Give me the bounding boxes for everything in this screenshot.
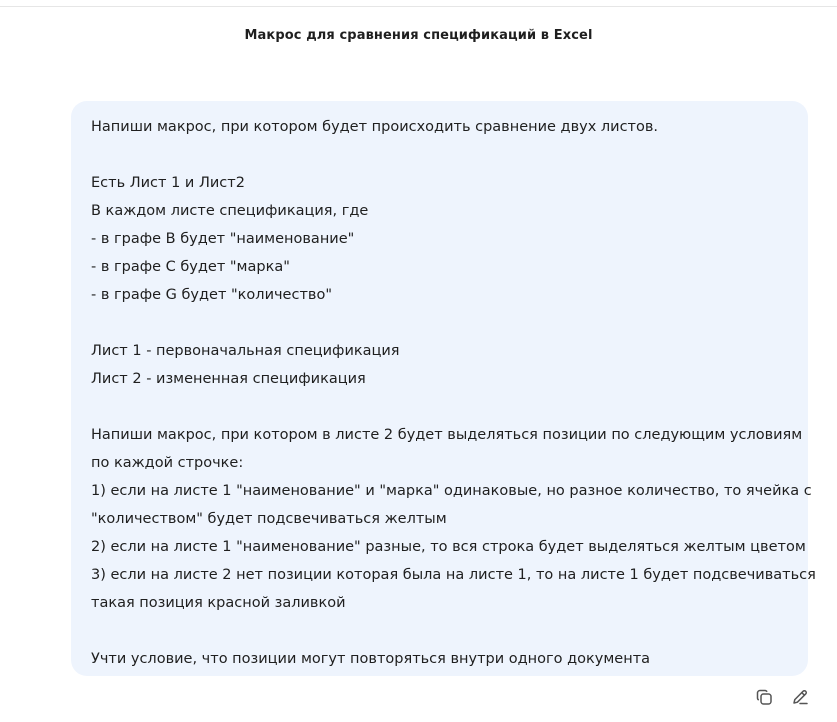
user-message-bubble — [71, 101, 816, 676]
message-line: Напиши макрос, при котором в листе 2 будет выделяться позиции по следующим условиям — [91, 427, 803, 443]
message-line — [91, 141, 794, 169]
message-line: Лист 1 - первоначальная спецификация — [91, 343, 400, 359]
message-line: 2) если на листе 1 "наименование" разные, то вся строка будет выделяться желтым цветом — [91, 539, 806, 555]
message-line: - в графе C будет "марка" — [91, 259, 290, 275]
message-line — [91, 309, 794, 337]
message-line: по каждой строчке: — [91, 455, 244, 471]
copy-icon — [754, 687, 774, 707]
message-line: - в графе G будет "количество" — [91, 287, 332, 303]
message-line: такая позиция красной заливкой — [91, 595, 346, 611]
copy-button[interactable] — [753, 686, 775, 708]
message-line: Учти условие, что позиции могут повторяться внутри одного документа — [91, 651, 651, 667]
pencil-icon — [790, 687, 810, 707]
message-line: Напиши макрос, при котором будет происходить сравнение двух листов. — [91, 119, 659, 135]
message-actions — [753, 686, 811, 708]
message-line: Есть Лист 1 и Лист2 — [91, 175, 245, 191]
message-line: В каждом листе спецификация, где — [91, 203, 369, 219]
message-line: Лист 2 - измененная спецификация — [91, 371, 366, 387]
message-line — [91, 393, 794, 421]
message-line — [91, 617, 794, 645]
edit-button[interactable] — [789, 686, 811, 708]
message-line: "количеством" будет подсвечиваться желтым — [91, 511, 447, 527]
conversation-title: Макрос для сравнения спецификаций в Excel — [244, 28, 593, 43]
message-line: 1) если на листе 1 "наименование" и "марка" одинаковые, но разное количество, то ячейка с — [91, 483, 812, 499]
message-line: - в графе B будет "наименование" — [91, 231, 355, 247]
message-line: 3) если на листе 2 нет позиции которая была на листе 1, то на листе 1 будет подсвечиваться — [91, 567, 816, 583]
top-divider — [0, 6, 837, 7]
